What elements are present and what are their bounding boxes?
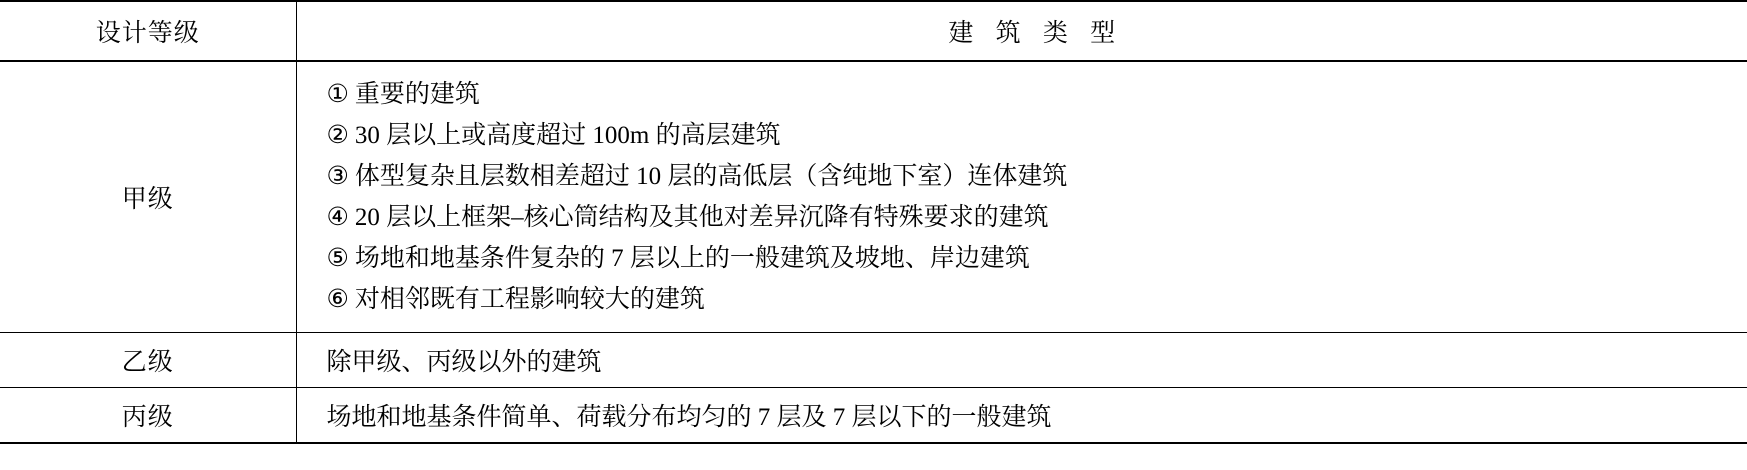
table-header-row [0,1,1747,61]
table-row [0,388,1747,444]
cell-type-grade-a [296,61,1747,333]
cell-grade-b: 乙级 [0,333,296,388]
item-text: 场地和地基条件复杂的 7 层以上的一般建筑及坡地、岸边建筑 [354,245,1030,272]
item-marker: ② [326,122,349,149]
item-text: 体型复杂且层数相差超过 10 层的高低层（含纯地下室）连体建筑 [354,163,1068,190]
item-text: 重要的建筑 [354,81,480,108]
table-row [0,333,1747,388]
item-marker: ③ [326,163,349,190]
item-marker: ① [326,81,349,108]
list-item [327,115,1738,156]
cell-grade-a: 甲级 [0,61,296,333]
item-text: 对相邻既有工程影响较大的建筑 [354,286,705,313]
column-header-type: 建 筑 类 型 [296,1,1747,61]
list-item [327,238,1738,279]
list-item [327,279,1738,320]
cell-type-grade-c: 场地和地基条件简单、荷载分布均匀的 7 层及 7 层以下的一般建筑 [296,388,1747,444]
cell-type-grade-b: 除甲级、丙级以外的建筑 [296,333,1747,388]
grade-a-item-list [327,74,1738,320]
item-text: 20 层以上框架–核心筒结构及其他对差异沉降有特殊要求的建筑 [354,204,1049,231]
column-header-grade: 设计等级 [0,1,296,61]
list-item [327,74,1738,115]
item-marker: ④ [326,204,349,231]
table-row [0,61,1747,333]
list-item [327,197,1738,238]
item-marker: ⑤ [326,245,349,272]
item-marker: ⑥ [326,286,349,313]
list-item [327,156,1738,197]
item-text: 30 层以上或高度超过 100m 的高层建筑 [354,122,781,149]
cell-grade-c: 丙级 [0,388,296,444]
